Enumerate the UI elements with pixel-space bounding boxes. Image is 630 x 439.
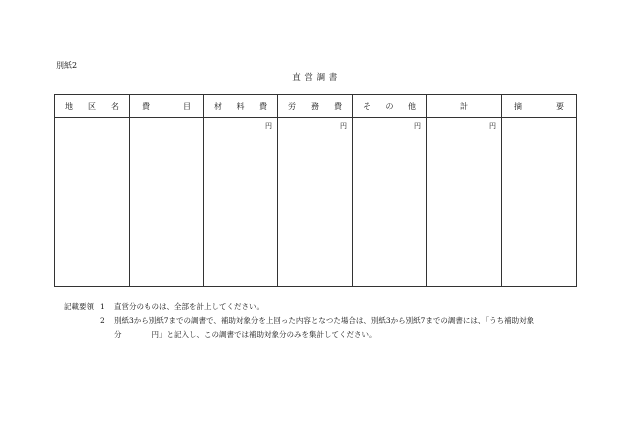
cell-district[interactable] (55, 118, 130, 287)
cell-remarks[interactable] (502, 118, 577, 287)
table-row (55, 118, 577, 287)
unit-label: 円 (340, 122, 347, 130)
header-remarks: 摘 要 (502, 95, 577, 118)
unit-label: 円 (414, 122, 421, 130)
unit-label: 円 (489, 122, 496, 130)
notes-heading: 記載要領 (64, 302, 94, 311)
note-continuation-part1: 分 (114, 330, 122, 339)
note-number: 1 (100, 302, 105, 311)
cell-labor[interactable] (278, 118, 353, 287)
note-text: 直営分のものは、全部を計上してください。 (114, 302, 264, 311)
note-text: 別紙3から別紙7までの調書で、補助対象分を上回った内容となつた場合は、別紙3から別紙7までの調書には、「うち補助対象 (114, 316, 535, 325)
header-district: 地 区 名 (55, 95, 130, 118)
document-title: 直 営 調 書 (292, 73, 338, 83)
cell-total[interactable] (427, 118, 502, 287)
note-item (64, 300, 604, 314)
unit-label: 円 (265, 122, 272, 130)
header-item: 費 目 (130, 95, 204, 118)
cell-materials[interactable] (204, 118, 278, 287)
header-materials: 材 料 費 (204, 95, 278, 118)
header-other: そ の 他 (353, 95, 427, 118)
direct-management-table (54, 94, 577, 287)
document-label: 別紙2 (56, 61, 78, 70)
header-labor: 労 務 費 (278, 95, 353, 118)
note-item (64, 314, 604, 328)
note-continuation-part2: 円」と記入し、この調書では補助対象分のみを集計してください。 (151, 330, 377, 339)
note-number: 2 (100, 316, 105, 325)
header-total: 計 (427, 95, 502, 118)
instructions (64, 300, 604, 342)
note-continuation (64, 328, 604, 342)
cell-other[interactable] (353, 118, 427, 287)
cell-item[interactable] (130, 118, 204, 287)
